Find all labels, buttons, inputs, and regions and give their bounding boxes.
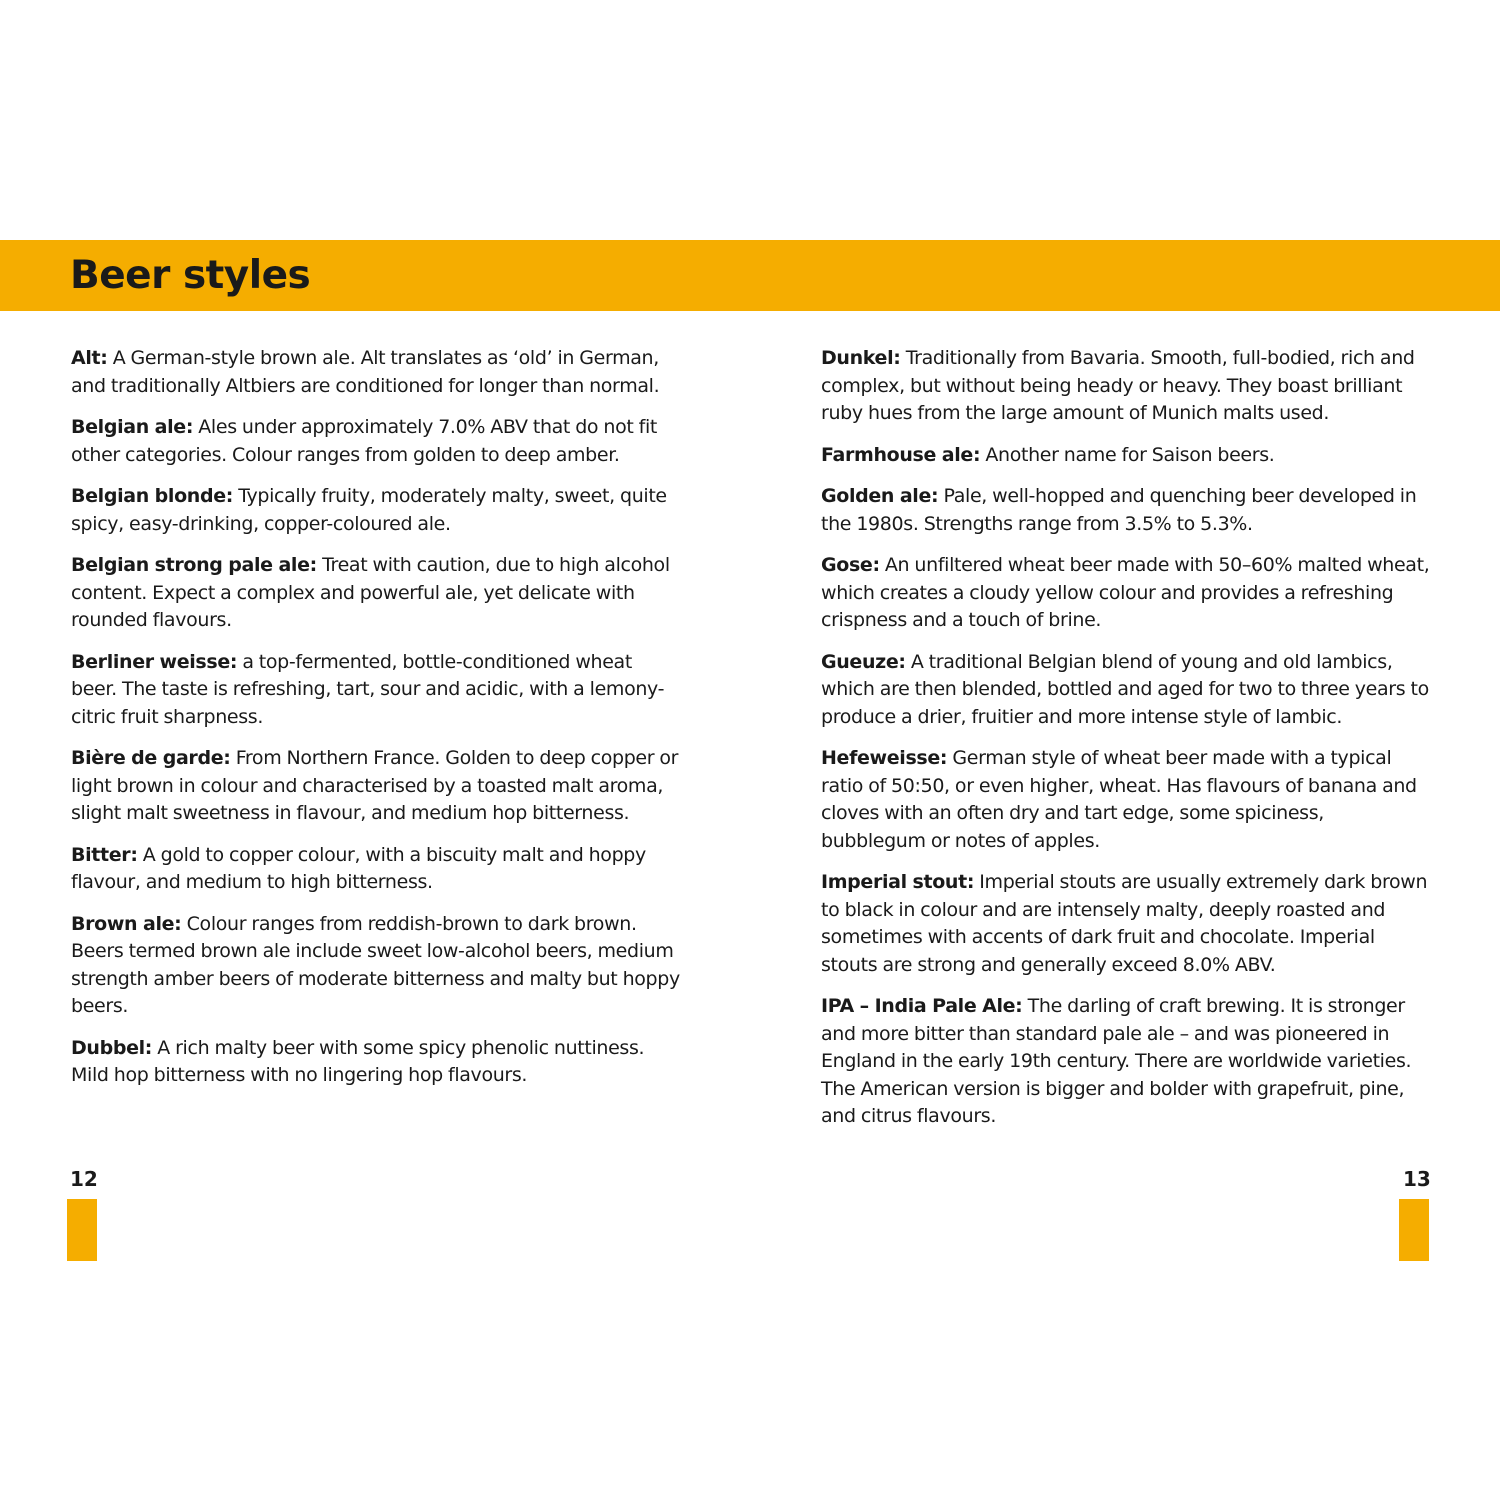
entry-term: Belgian blonde: [71, 485, 233, 507]
entry-definition: An unfiltered wheat beer made with 50–60% malted wheat, which creates a cloudy yellow colour and provides a refreshing crispness and a touch of brine. [821, 554, 1430, 631]
glossary-entry [821, 345, 1431, 428]
entry-term: Bitter: [71, 843, 138, 866]
glossary-entry [821, 552, 1431, 635]
entry-term: Berliner weisse: [71, 650, 238, 673]
glossary-entry [71, 911, 681, 1021]
entry-definition: A German-style brown ale. Alt translates as ‘old’ in German, and traditionally Altbiers are conditioned for longer than normal. [71, 347, 660, 397]
entry-definition: Imperial stouts are usually extremely dark brown to black in colour and are intensely malty, deeply roasted and sometimes with accents of dark fruit and chocolate. Imperial stouts are strong and generally exceed 8.0% ABV. [821, 871, 1428, 976]
entry-definition: Typically fruity, moderately malty, sweet, quite spicy, easy-drinking, copper-coloured ale. [71, 485, 667, 535]
glossary-entry [71, 842, 681, 897]
entry-definition: A rich malty beer with some spicy phenolic nuttiness. Mild hop bitterness with no lingering hop flavours. [71, 1036, 645, 1086]
glossary-entry [821, 483, 1431, 538]
glossary-entry [821, 442, 1431, 470]
left-page-column [71, 345, 681, 1104]
entry-definition: a top-fermented, bottle-conditioned wheat beer. The taste is refreshing, tart, sour and acidic, with a lemony-citric fruit sharpness. [71, 650, 665, 728]
page-tab-marker-right [1399, 1199, 1429, 1261]
glossary-entry [71, 345, 681, 400]
entry-term: Farmhouse ale: [821, 443, 981, 466]
entry-definition: Traditionally from Bavaria. Smooth, full-bodied, rich and complex, but without being heady or heavy. They boast brilliant ruby hues from the large amount of Munich malts used. [821, 347, 1415, 424]
glossary-entry [71, 649, 681, 732]
entry-term: Imperial stout: [821, 871, 975, 893]
entry-term: Dubbel: [71, 1036, 153, 1059]
entry-definition: German style of wheat beer made with a typical ratio of 50:50, or even higher, wheat. Has flavours of banana and cloves with an often dry and tart edge, some spiciness, bubblegum or notes of apples. [821, 747, 1417, 852]
entry-term: Hefeweisse: [821, 747, 948, 769]
entry-term: Belgian strong pale ale: [71, 554, 317, 576]
glossary-entry [821, 869, 1431, 979]
entry-term: Gose: [821, 554, 880, 576]
entry-term: Golden ale: [821, 485, 939, 507]
entry-definition: Treat with caution, due to high alcohol content. Expect a complex and powerful ale, yet delicate with rounded flavours. [71, 554, 670, 631]
right-page-column [821, 345, 1431, 1145]
entry-term: IPA – India Pale Ale: [821, 995, 1023, 1017]
entry-definition: Colour ranges from reddish-brown to dark brown. Beers termed brown ale include sweet low-alcohol beers, medium strength amber beers of moderate bitterness and malty but hoppy beers. [71, 912, 680, 1017]
glossary-entry [821, 993, 1431, 1131]
page-title: Beer styles [70, 253, 311, 298]
entry-term: Gueuze: [821, 650, 906, 673]
page-tab-marker-left [67, 1199, 97, 1261]
entry-definition: From Northern France. Golden to deep copper or light brown in colour and characterised by a toasted malt aroma, slight malt sweetness in flavour, and medium hop bitterness. [71, 747, 679, 824]
entry-definition: Ales under approximately 7.0% ABV that do not fit other categories. Colour ranges from golden to deep amber. [71, 416, 658, 466]
entry-term: Brown ale: [71, 912, 182, 935]
page-number-right: 13 [1403, 1167, 1431, 1191]
glossary-entry [821, 745, 1431, 855]
entry-term: Belgian ale: [71, 416, 194, 438]
entry-definition: Pale, well-hopped and quenching beer developed in the 1980s. Strengths range from 3.5% to 5.3%. [821, 485, 1417, 535]
glossary-entry [821, 649, 1431, 732]
entry-term: Dunkel: [821, 347, 901, 369]
entry-definition: A gold to copper colour, with a biscuity malt and hoppy flavour, and medium to high bitterness. [71, 843, 646, 893]
glossary-entry [71, 414, 681, 469]
entry-term: Alt: [71, 347, 108, 369]
glossary-entry [71, 483, 681, 538]
entry-definition: The darling of craft brewing. It is stronger and more bitter than standard pale ale – and was pioneered in England in the early 19th century. There are worldwide varieties. The American version is bigger and bolder with grapefruit, pine, and citrus flavours. [821, 995, 1412, 1127]
page-number-left: 12 [70, 1167, 98, 1191]
glossary-entry [71, 745, 681, 828]
glossary-entry [71, 1035, 681, 1090]
entry-term: Bière de garde: [71, 747, 231, 769]
entry-definition: A traditional Belgian blend of young and old lambics, which are then blended, bottled and aged for two to three years to produce a drier, fruitier and more intense style of lambic. [821, 650, 1429, 728]
glossary-entry [71, 552, 681, 635]
entry-definition: Another name for Saison beers. [985, 443, 1275, 466]
